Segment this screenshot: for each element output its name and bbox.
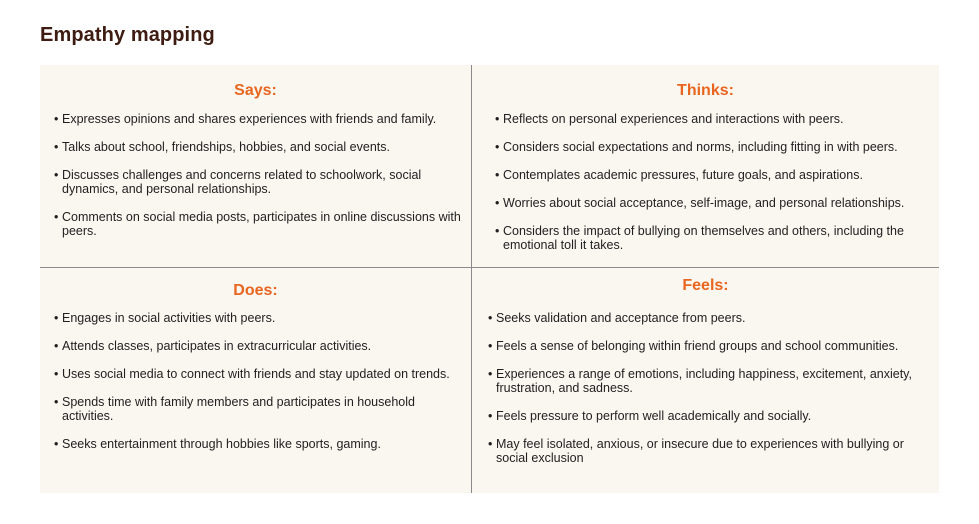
list-item-text: May feel isolated, anxious, or insecure due to experiences with bullying or social exclusion	[496, 437, 904, 465]
bullet-icon: •	[54, 311, 59, 325]
list-item	[488, 437, 928, 465]
list-item-text: Spends time with family members and participates in household activities.	[62, 395, 415, 423]
thinks-quadrant	[472, 65, 939, 267]
list-item	[54, 437, 464, 451]
does-quadrant	[40, 268, 471, 493]
says-list	[54, 112, 464, 252]
does-title: Does:	[233, 282, 278, 299]
feels-title: Feels:	[682, 277, 729, 294]
says-quadrant	[40, 65, 471, 267]
list-item-text: Seeks entertainment through hobbies like sports, gaming.	[62, 437, 381, 451]
page-title: Empathy mapping	[40, 24, 215, 46]
bullet-icon: •	[495, 196, 500, 210]
bullet-icon: •	[495, 168, 500, 182]
says-title: Says:	[234, 82, 277, 99]
list-item-text: Contemplates academic pressures, future goals, and aspirations.	[503, 168, 863, 182]
list-item-text: Feels pressure to perform well academically and socially.	[496, 409, 812, 423]
bullet-icon: •	[54, 395, 59, 409]
list-item	[54, 168, 464, 196]
thinks-list	[495, 112, 935, 266]
list-item-text: Discusses challenges and concerns related to schoolwork, social dynamics, and personal relationships.	[62, 168, 422, 196]
bullet-icon: •	[54, 168, 59, 182]
list-item-text: Uses social media to connect with friends and stay updated on trends.	[62, 367, 450, 381]
bullet-icon: •	[488, 311, 493, 325]
list-item	[495, 140, 935, 154]
list-item-text: Considers the impact of bullying on themselves and others, including the emotional toll it takes.	[503, 224, 904, 252]
bullet-icon: •	[495, 224, 500, 238]
bullet-icon: •	[488, 437, 493, 451]
feels-quadrant	[472, 268, 939, 493]
list-item	[488, 311, 928, 325]
list-item	[54, 140, 464, 154]
list-item-text: Feels a sense of belonging within friend groups and school communities.	[496, 339, 899, 353]
list-item	[488, 409, 928, 423]
bullet-icon: •	[54, 367, 59, 381]
bullet-icon: •	[488, 339, 493, 353]
list-item-text: Engages in social activities with peers.	[62, 311, 276, 325]
list-item-text: Seeks validation and acceptance from peers.	[496, 311, 746, 325]
thinks-title: Thinks:	[677, 82, 734, 99]
list-item	[54, 367, 464, 381]
bullet-icon: •	[54, 210, 59, 224]
empathy-map-board	[40, 65, 939, 493]
list-item	[54, 339, 464, 353]
list-item	[488, 339, 928, 353]
bullet-icon: •	[495, 140, 500, 154]
list-item-text: Attends classes, participates in extracurricular activities.	[62, 339, 372, 353]
feels-list	[488, 311, 928, 479]
list-item-text: Experiences a range of emotions, including happiness, excitement, anxiety, frustration, and sadness.	[496, 367, 912, 395]
list-item	[54, 210, 464, 238]
list-item-text: Considers social expectations and norms, including fitting in with peers.	[503, 140, 898, 154]
bullet-icon: •	[54, 140, 59, 154]
bullet-icon: •	[488, 367, 493, 381]
list-item-text: Comments on social media posts, participates in online discussions with peers.	[62, 210, 461, 238]
bullet-icon: •	[488, 409, 493, 423]
list-item-text: Expresses opinions and shares experiences with friends and family.	[62, 112, 437, 126]
bullet-icon: •	[54, 437, 59, 451]
list-item	[495, 168, 935, 182]
list-item	[495, 112, 935, 126]
does-list	[54, 311, 464, 465]
list-item-text: Talks about school, friendships, hobbies, and social events.	[62, 140, 390, 154]
bullet-icon: •	[54, 112, 59, 126]
list-item-text: Worries about social acceptance, self-image, and personal relationships.	[503, 196, 905, 210]
list-item	[54, 395, 464, 423]
list-item	[495, 196, 935, 210]
list-item	[54, 112, 464, 126]
list-item	[495, 224, 935, 252]
list-item	[54, 311, 464, 325]
list-item	[488, 367, 928, 395]
bullet-icon: •	[54, 339, 59, 353]
bullet-icon: •	[495, 112, 500, 126]
list-item-text: Reflects on personal experiences and interactions with peers.	[503, 112, 844, 126]
